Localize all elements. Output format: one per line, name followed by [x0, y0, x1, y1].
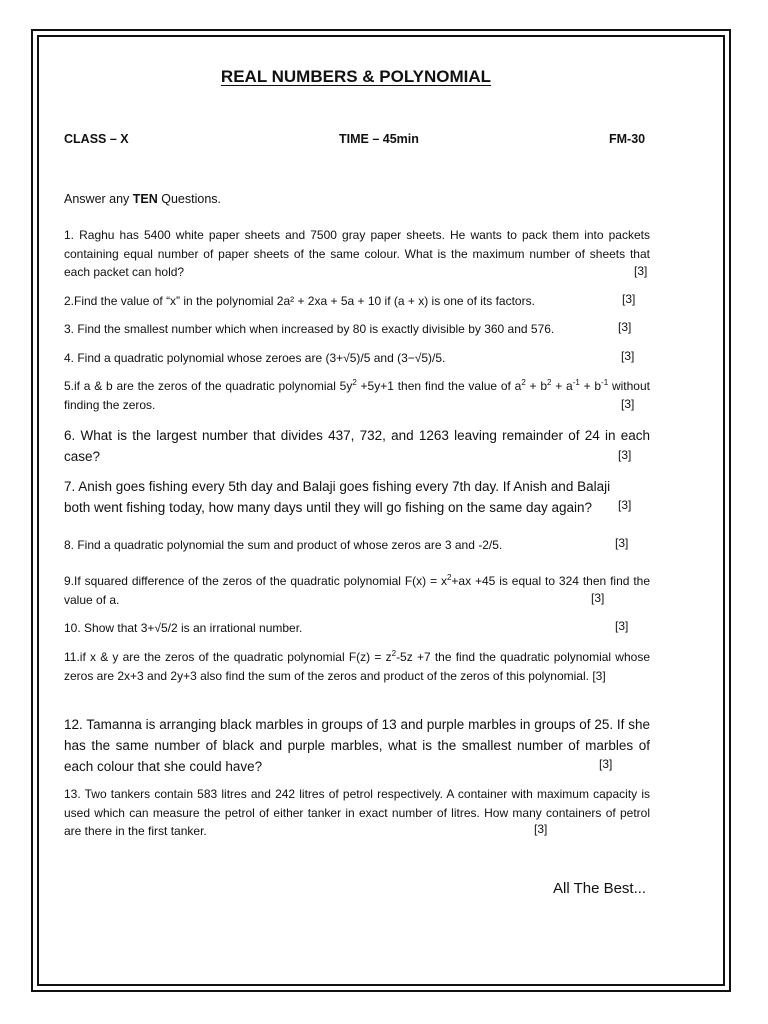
- question-11: 11.if x & y are the zeros of the quadratic polynomial $F(z) = z^2-5z +7$ the find the quadratic polynomial whose zeros are 2x+3 and 2y+3 also find the sum of the zeros and product of the zeros of this polynomial. [3]: [64, 649, 650, 683]
- question-4: 4. Find a quadratic polynomial whose zeroes are (3+√5)/5 and (3−√5)/5.: [64, 351, 446, 365]
- question-3: 3. Find the smallest number which when increased by 80 is exactly divisible by 360 and 576.: [64, 322, 555, 336]
- question-13-marks: [3]: [534, 822, 548, 836]
- question-7-marks: [3]: [618, 498, 632, 512]
- time-label: TIME – 45min: [339, 132, 419, 146]
- question-9-marks: [3]: [591, 591, 605, 605]
- document-title: REAL NUMBERS & POLYNOMIAL: [220, 67, 492, 86]
- question-4-marks: [3]: [621, 349, 635, 363]
- full-marks-label: FM-30: [609, 132, 646, 146]
- question-8-marks: [3]: [615, 536, 629, 550]
- question-3-marks: [3]: [618, 320, 632, 334]
- question-12-marks: [3]: [599, 757, 613, 771]
- question-12: 12. Tamanna is arranging black marbles in groups of 13 and purple marbles in groups of 25. If she has the same number of black and purple marbles, what is the smallest number of marbles of each colour that she could have?: [64, 717, 650, 774]
- question-7: 7. Anish goes fishing every 5th day and Balaji goes fishing every 7th day. If Anish and Balaji both went fishing today, how many days until they will go fishing on the same day again?: [64, 479, 611, 515]
- instruction: Answer any TEN Questions.: [64, 192, 222, 206]
- question-2: 2.Find the value of “x” in the polynomial 2a² + 2xa + 5a + 10 if (a + x) is one of its factors.: [64, 294, 535, 308]
- class-label: CLASS – X: [64, 132, 129, 146]
- question-1: 1. Raghu has 5400 white paper sheets and 7500 gray paper sheets. He wants to pack them into packets containing equal number of paper sheets of the same colour. What is the maximum number of sheets that each packet can hold?: [64, 228, 650, 279]
- closing-message: All The Best...: [553, 880, 647, 897]
- question-10-marks: [3]: [615, 619, 629, 633]
- question-6: 6. What is the largest number that divides 437, 732, and 1263 leaving remainder of 24 in each case?: [64, 428, 650, 464]
- question-10: 10. Show that 3+√5/2 is an irrational number.: [64, 621, 303, 635]
- question-5: 5.if a & b are the zeros of the quadratic polynomial $5y^2 +5y+1$ then find the value of $a^2 + b^2 + a^{-1} + b^{-1}$ without finding the zeros.: [64, 378, 650, 412]
- question-8: 8. Find a quadratic polynomial the sum and product of whose zeros are 3 and -2/5.: [64, 538, 503, 552]
- question-1-marks: [3]: [634, 264, 648, 278]
- question-9: 9.If squared difference of the zeros of the quadratic polynomial $F(x) = x^2+ax +45$ is equal to 324 then find the value of a.: [64, 573, 651, 607]
- question-13: 13. Two tankers contain 583 litres and 242 litres of petrol respectively. A container with maximum capacity is used which can measure the petrol of either tanker in exact number of litres. How many containers of petrol are there in the first tanker.: [64, 787, 650, 838]
- question-2-marks: [3]: [622, 292, 636, 306]
- question-6-marks: [3]: [618, 448, 632, 462]
- question-11-marks: [3]: [592, 668, 606, 683]
- question-5-marks: [3]: [621, 397, 635, 411]
